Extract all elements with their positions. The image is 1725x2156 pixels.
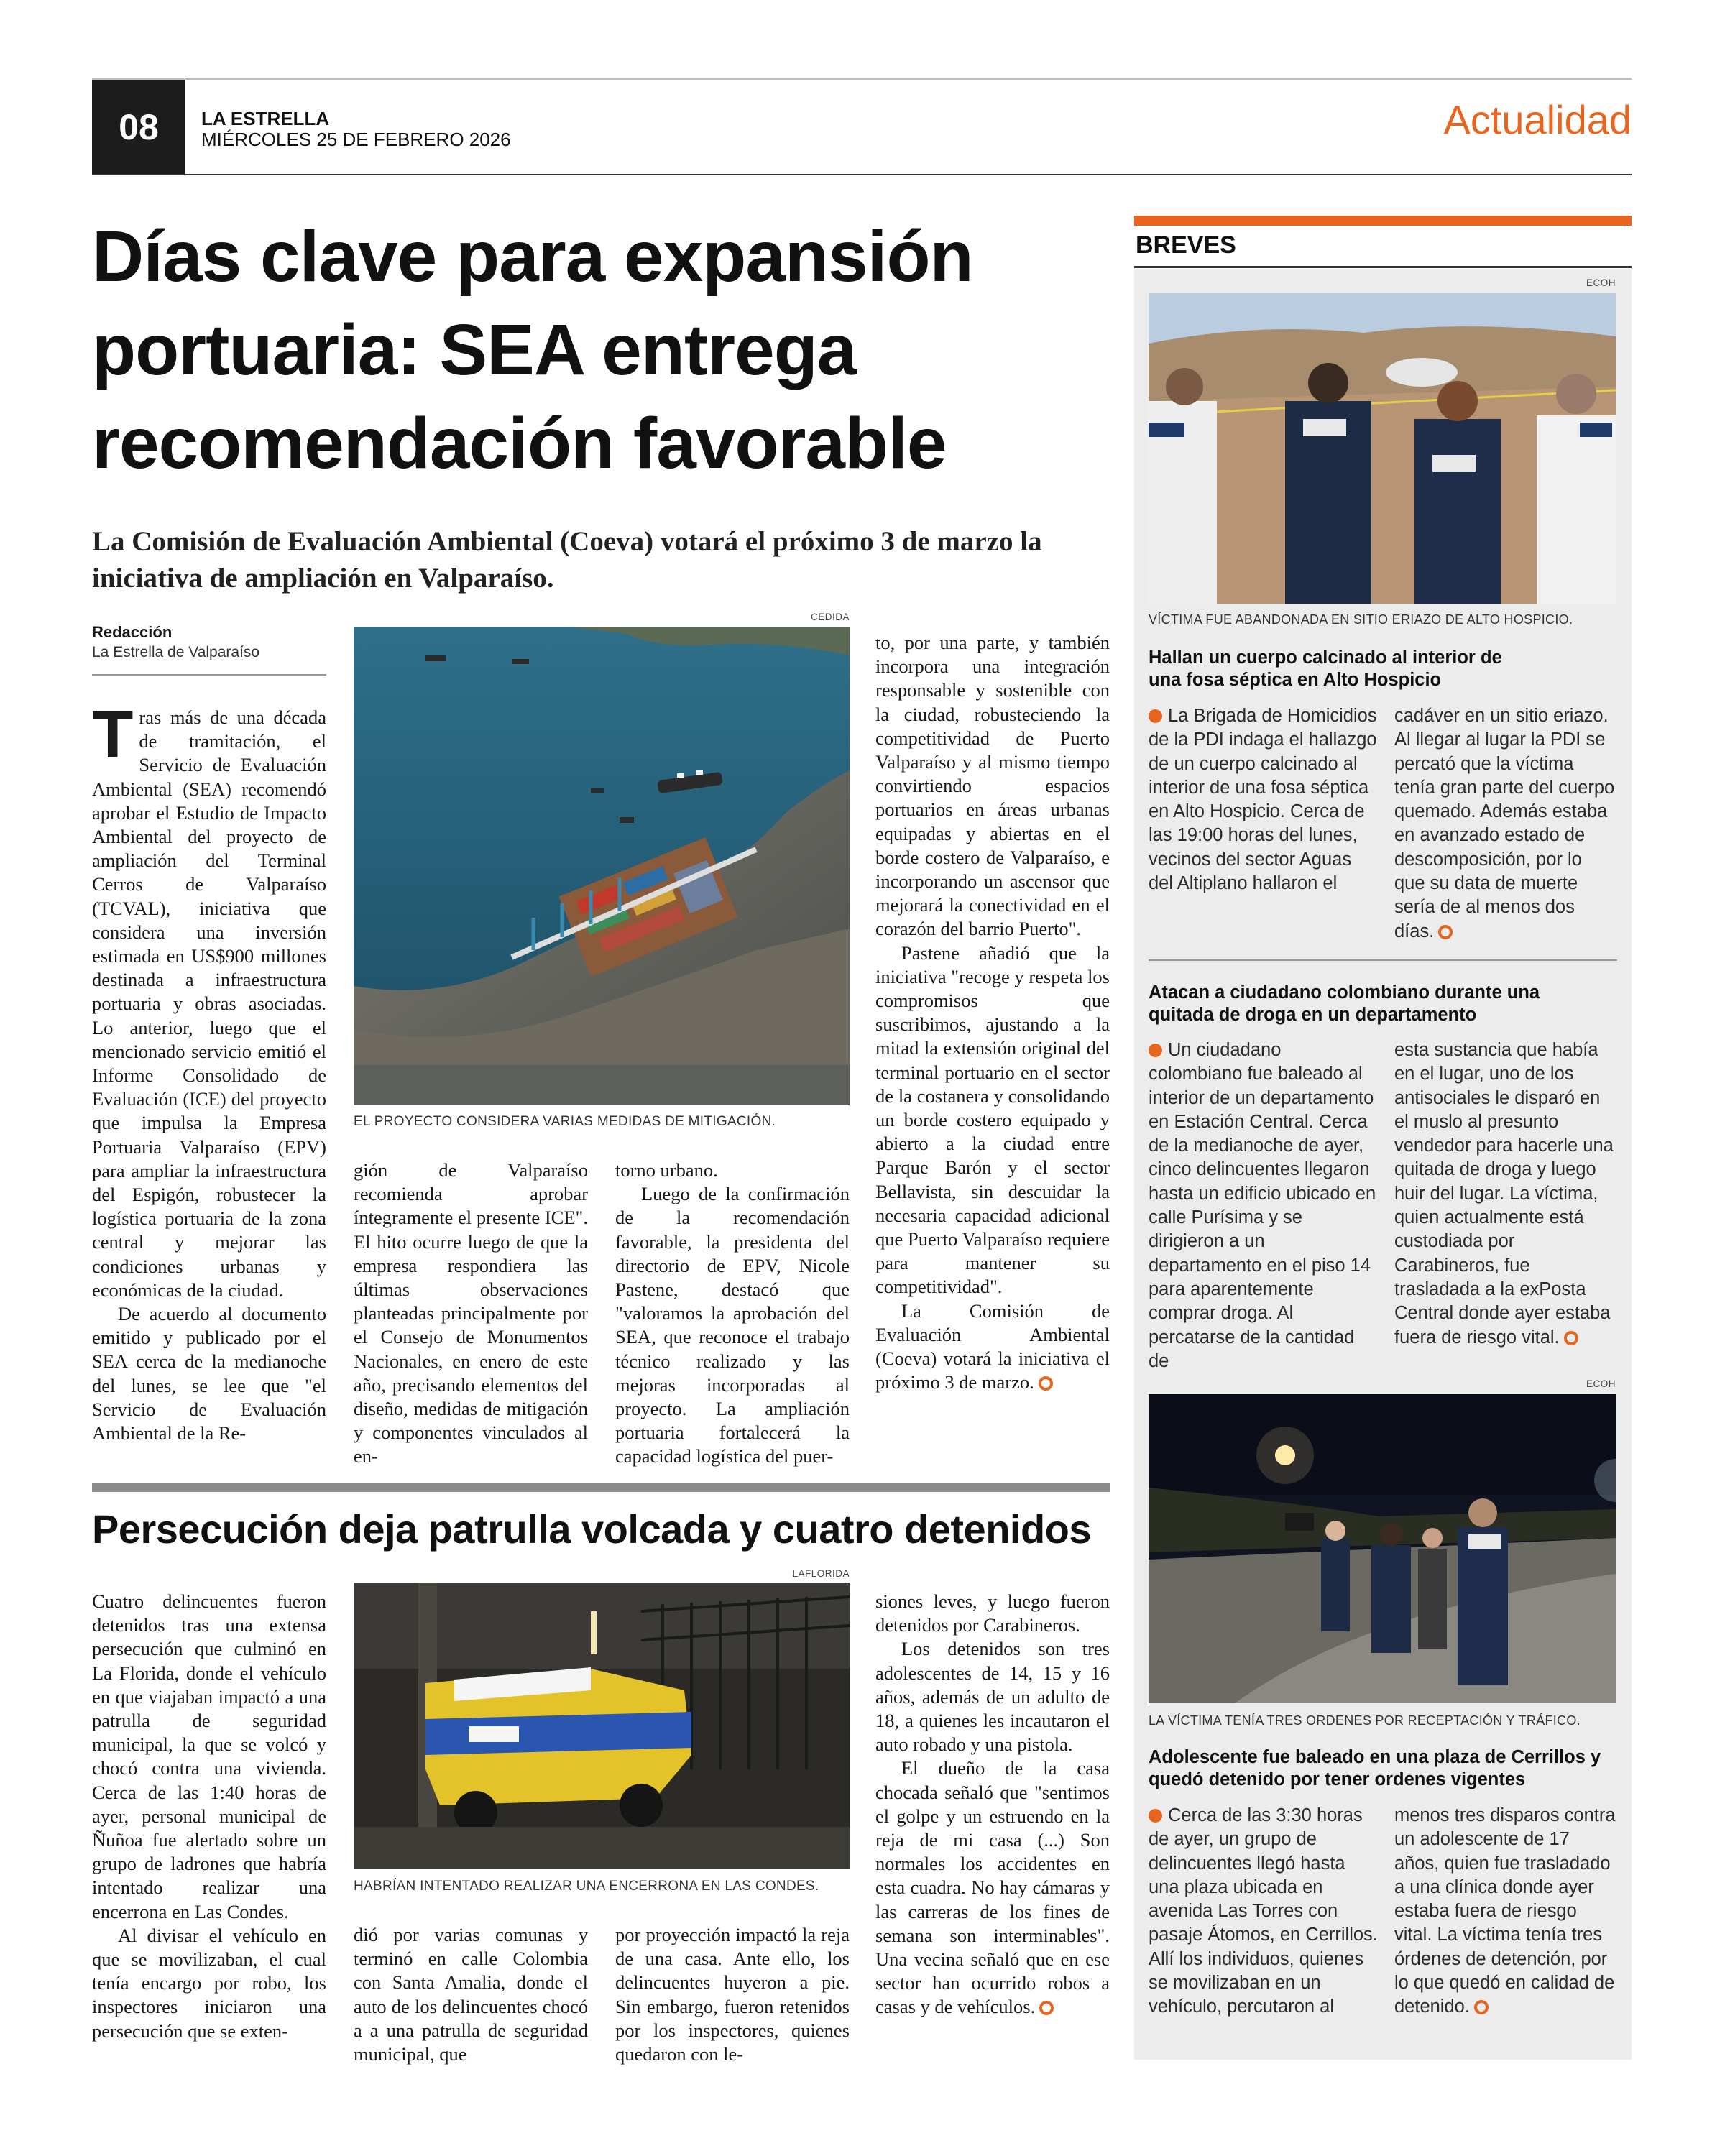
second-paragraph: dió por varias comunas y terminó en calle Colombia con Santa Amalia, donde el auto de los delincuentes chocó a a una patrulla de seguridad municipal, que: [354, 1924, 588, 2065]
brief-col-2: menos tres disparos contra un adolescente de 17 años, quien fue trasladado a una clínica donde ayer estaba fuera de riesgo vital. La víctima tenía tres órdenes de detención, por lo que quedó en calidad de detenido.: [1394, 1805, 1616, 2017]
second-col-1: [92, 1590, 326, 2043]
brief-col-2: esta sustancia que había en el lugar, uno de los antisociales le disparó en el muslo al presunto vendedor para hacerle una quitada de droga y luego huir del lugar. La víctima, quien actualmente está custodiada por Carabineros, fue trasladada a la exPosta Central donde ayer estaba fuera de riesgo vital.: [1394, 1040, 1614, 1348]
brief-headline: Adolescente fue baleado en una plaza de Cerrillos y quedó detenido por tener ordenes vigentes: [1149, 1747, 1601, 1789]
end-mark-icon: [1039, 2001, 1054, 2015]
brief-headline: Hallan un cuerpo calcinado al interior de una fosa séptica en Alto Hospicio: [1149, 648, 1502, 690]
byline-name: Redacción: [92, 623, 172, 641]
main-paragraph: Luego de la confirmación de la recomendación favorable, la presidenta del directorio de EPV, Nicole Pastene, destacó que "valoramos la aprobación del SEA, que reconoce el trabajo técnico realizado y las mejoras incorporadas al proyecto. La ampliación portuaria fortalecerá la capacidad logística del puer-: [615, 1183, 850, 1468]
second-paragraph: Los detenidos son tres adolescentes de 14, 15 y 16 años, además de un adulto de 18, a quienes les incautaron el auto robado y una pistola.: [875, 1638, 1110, 1756]
photo-caption: EL PROYECTO CONSIDERA VARIAS MEDIDAS DE MITIGACIÓN.: [354, 1114, 776, 1129]
night-scene-photo: [1149, 1394, 1616, 1703]
photo-credit: LAFLORIDA: [792, 1568, 850, 1579]
second-headline: Persecución deja patrulla volcada y cuatro detenidos: [92, 1506, 1092, 1552]
end-mark-icon: [1039, 1376, 1053, 1391]
issue-date: MIÉRCOLES 25 DE FEBRERO 2026: [201, 129, 511, 150]
end-mark-icon: [1438, 925, 1453, 939]
photo-credit: ECOH: [1586, 277, 1616, 288]
main-paragraph: La Comisión de Evaluación Ambiental (Coeva) votará la iniciativa el próximo 3 de marzo.: [875, 1299, 1110, 1393]
byline-outlet: La Estrella de Valparaíso: [92, 644, 260, 660]
bullet-icon: [1149, 1044, 1162, 1057]
main-col-4: [875, 631, 1110, 1395]
end-mark-icon: [1474, 2000, 1489, 2014]
second-paragraph: Al divisar el vehículo en que se movilizaban, el cual tenía encargo por robo, los inspectores iniciaron una persecución que se exten-: [92, 1924, 326, 2042]
port-aerial-photo: [354, 627, 850, 1105]
main-paragraph: to, por una parte, y también incorpora una integración responsable y sostenible con la ciudad, robusteciendo la competitividad de Puerto Valparaíso y al mismo tiempo convirtiendo espacios portuarios en áreas urbanas equipadas y abiertas en el borde costero de Valparaíso, e incorporando un ascensor que mejorará la conectividad en el corazón del barrio Puerto".: [875, 632, 1110, 940]
bullet-icon: [1149, 1809, 1162, 1823]
second-col-3: [615, 1923, 850, 2066]
main-col-1: [92, 696, 326, 1445]
second-col-4: [875, 1590, 1110, 2019]
main-paragraph: Pastene añadió que la iniciativa "recoge y respeta los compromisos que suscribimos, ajustando a la mitad la extensión original del terminal portuario en el sector de la costanera y consolidando un borde costero equipado y abierto a la ciudad entre Parque Barón y el sector Bellavista, sin descuidar la necesaria capacidad adicional que Puerto Valparaíso requiere para mantener su competitividad".: [875, 941, 1110, 1298]
page-header: [92, 78, 1632, 175]
bullet-icon: [1149, 709, 1162, 723]
main-paragraph: gión de Valparaíso recomienda aprobar íntegramente el presente ICE". El hito ocurre luego de que la empresa respondiera las últimas observaciones planteadas principalmente por el Consejo de Monumentos Nacionales, en enero de este año, precisando elementos del diseño, medidas de mitigación y componentes vinculados al en-: [354, 1159, 588, 1468]
photo-caption: LA VÍCTIMA TENÍA TRES ORDENES POR RECEPTACIÓN Y TRÁFICO.: [1149, 1713, 1581, 1728]
section-label: Actualidad: [1443, 97, 1632, 142]
ecoh-investigators-photo: [1149, 293, 1616, 604]
brief-headline: Atacan a ciudadano colombiano durante una quitada de droga en un departamento: [1149, 982, 1540, 1025]
second-paragraph: por proyección impactó la reja de una casa. Ante ello, los delincuentes huyeron a pie. Sin embargo, fueron retenidos por los inspectores, quienes quedaron con le-: [615, 1924, 850, 2065]
main-deck: La Comisión de Evaluación Ambiental (Coeva) votará el próximo 3 de marzo la iniciativa de ampliación en Valparaíso.: [92, 526, 1042, 594]
second-paragraph: siones leves, y luego fueron detenidos por Carabineros.: [875, 1590, 1110, 1636]
breves-sidebar: [1134, 216, 1632, 2060]
main-col-3: [615, 1158, 850, 1469]
main-paragraph: De acuerdo al documento emitido y publicado por el SEA cerca de la medianoche del lunes, se lee que "el Servicio de Evaluación Ambiental de la Re-: [92, 1303, 326, 1445]
second-paragraph: El dueño de la casa chocada señaló que "sentimos el golpe y un estruendo en la reja de mi casa (...) Son normales los accidentes en esta cuadra. No hay cámaras y las carreras de los fines de semana son interminables". Una vecina señaló que en ese sector han ocurrido robos a casas y de vehículos.: [875, 1757, 1110, 2018]
photo-caption: VÍCTIMA FUE ABANDONADA EN SITIO ERIAZO DE ALTO HOSPICIO.: [1149, 612, 1573, 627]
photo-credit: ECOH: [1586, 1378, 1616, 1389]
second-paragraph: Cuatro delincuentes fueron detenidos tras una extensa persecución que culminó en La Florida, donde el vehículo en que viajaban impactó a una patrulla de seguridad municipal, la que se volcó y chocó contra una vivienda. Cerca de las 1:40 horas de ayer, personal municipal de Ñuñoa fue alertado sobre un grupo de ladrones que habría intentado realizar una encerrona en Las Condes.: [92, 1590, 326, 1922]
brief-col-1: Un ciudadano colombiano fue baleado al interior de un departamento en Estación Central. Cerca de la medianoche de ayer, cinco delincuentes llegaron hasta un edificio ubicado en calle Purísima y se dirigieron a un departamento en el piso 14 para aparentemente comprar droga. Al percatarse de la cantidad de: [1149, 1040, 1376, 1371]
main-col-2: [354, 1158, 588, 1469]
brief-col-2: cadáver en un sitio eriazo. Al llegar al lugar la PDI se percató que la víctima tenía gran parte del cuerpo quemado. Además estaba en avanzado estado de descomposición, por lo que su data de muerte sería de al menos dos días.: [1394, 706, 1615, 941]
breves-label: BREVES: [1136, 231, 1236, 259]
brief-col-1: Cerca de las 3:30 horas de ayer, un grupo de delincuentes llegó hasta una plaza ubicada en avenida Las Torres con pasaje Átomos, en Cerrillos. Allí los individuos, quienes se movilizaban en un vehículo, percutaron al: [1149, 1805, 1378, 2017]
end-mark-icon: [1564, 1331, 1578, 1345]
main-paragraph: torno urbano.: [615, 1159, 718, 1181]
main-paragraph: ras más de una década de tramitación, el Servicio de Evaluación Ambiental (SEA) recomendó aprobar el Estudio de Impacto Ambiental del proyecto de ampliación del Terminal Cerros de Valparaíso (TCVAL), iniciativa que considera una inversión estimada en US$900 millones destinada a infraestructura portuaria y obras asociadas. Lo anterior, luego que el mencionado servicio emitió el Informe Consolidado de Evaluación (ICE) del proyecto que impulsa la Empresa Portuaria Valparaíso (EPV) para ampliar la infraestructura del Espigón, robustecer la logística portuaria de la zona central y mejorar las condiciones urbanas y económicas de la ciudad.: [92, 706, 326, 1301]
article-divider: [92, 1483, 1110, 1492]
second-col-2: [354, 1923, 588, 2066]
page-number: 08: [92, 80, 185, 175]
brief-col-1: La Brigada de Homicidios de la PDI indaga el hallazgo de un cuerpo calcinado al interior de una fosa séptica en Alto Hospicio. Cerca de las 19:00 horas del lunes, vecinos del sector Aguas del Altiplano hallaron el: [1149, 706, 1377, 894]
crash-photo: [354, 1583, 850, 1869]
photo-credit: CEDIDA: [810, 612, 850, 622]
drop-cap: T: [92, 696, 134, 772]
paper-name: LA ESTRELLA: [201, 108, 330, 129]
main-headline: Días clave para expansión portuaria: SEA entrega recomendación favorable: [92, 216, 973, 484]
photo-caption: HABRÍAN INTENTADO REALIZAR UNA ENCERRONA EN LAS CONDES.: [354, 1879, 819, 1894]
